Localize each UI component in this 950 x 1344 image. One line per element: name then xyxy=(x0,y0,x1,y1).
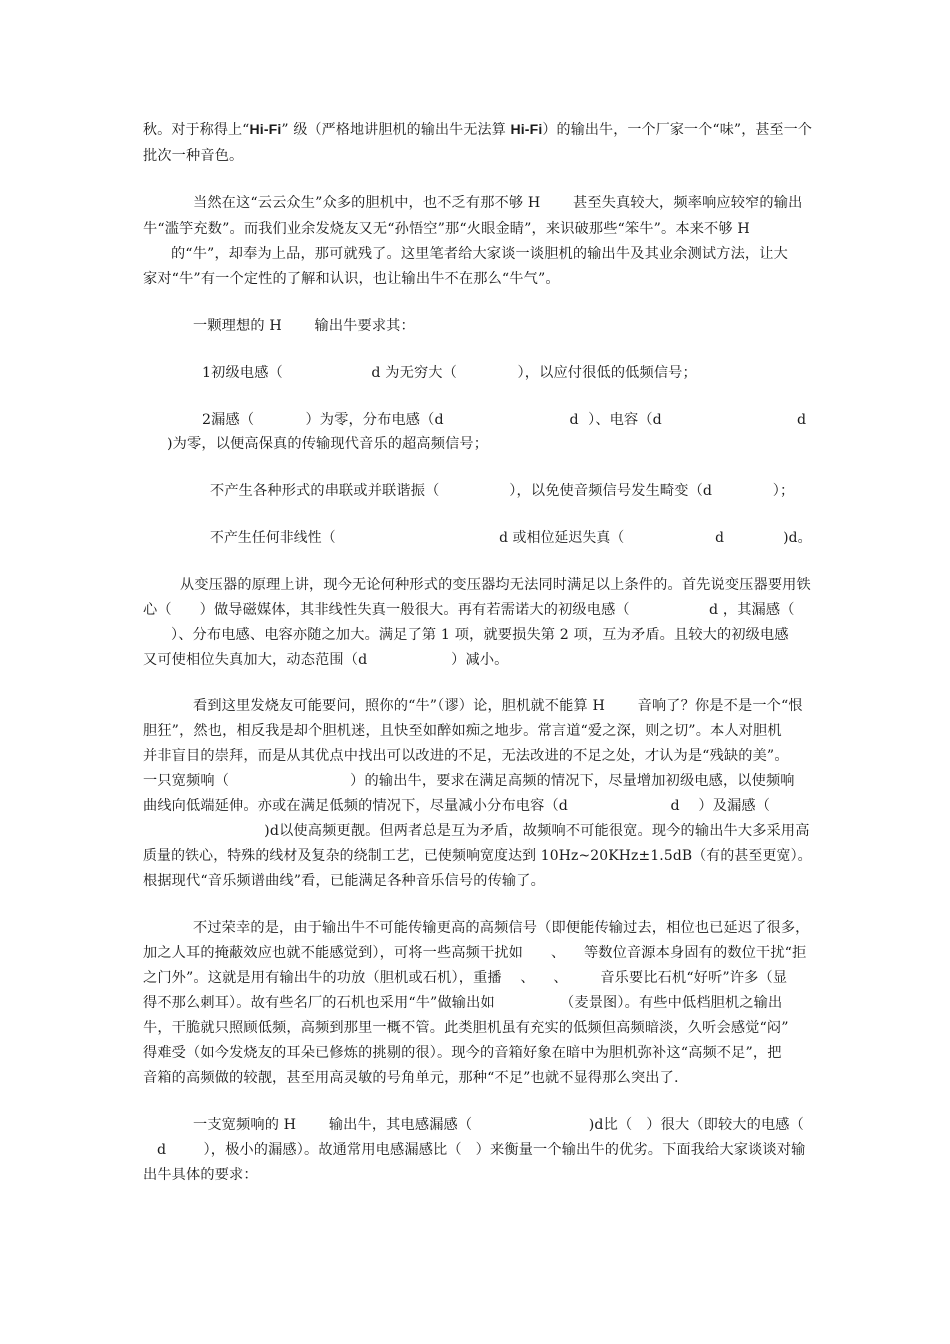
text-line: 批次一种音色。 xyxy=(143,148,244,164)
text-line: 从变压器的原理上讲，现今无论何种形式的变压器均无法同时满足以上条件的。首先说变压器要用铁 xyxy=(180,577,811,593)
text-line: 看到这里发烧友可能要问，照你的“牛”（谬）论，胆机就不能算 H 音响了？你是不是一个“恨 xyxy=(193,698,803,714)
text-line: 之门外”。这就是用有输出牛的功放（胆机或石机），重播 、 、 音乐要比石机“好听”许多（显 xyxy=(143,970,788,986)
text-line: 秋。对于称得上“Hi-Fi” 级（严格地讲胆机的输出牛无法算 Hi-Fi）的输出牛，一个厂家一个“味”，甚至一个 xyxy=(143,122,813,138)
text-line: 曲线向低端延伸。亦或在满足低频的情况下，尽量减小分布电容（d d ）及漏感（ xyxy=(143,798,771,814)
text-line: 2漏感（ ）为零，分布电感（d d ）、电容（d d xyxy=(202,412,807,428)
text-line: 一只宽频响（ ）的输出牛，要求在满足高频的情况下，尽量增加初级电感，以使频响 xyxy=(143,773,795,789)
text-line: 出牛具体的要求： xyxy=(143,1167,258,1183)
text-line: 的“牛”，却奉为上品，那可就残了。这里笔者给大家谈一谈胆机的输出牛及其业余测试方法，让大 xyxy=(143,246,788,262)
text-line: 家对“牛”有一个定性的了解和认识，也让输出牛不在那么“牛气”。 xyxy=(143,271,560,287)
text-line: 不产生任何非线性（ d 或相位延迟失真（ d )d。 xyxy=(210,530,812,546)
text-line: 牛，干脆就只照顾低频，高频到那里一概不管。此类胆机虽有充实的低频但高频暗淡，久听会感觉“闷” xyxy=(143,1020,789,1036)
text-line: ）、分布电感、电容亦随之加大。满足了第 1 项，就要损失第 2 项，互为矛盾。且较大的初级电感 xyxy=(143,627,789,643)
text-line: 胆狂”，然也，相反我是却个胆机迷，且快至如醉如痴之地步。常言道“爱之深，则之切”。本人对胆机 xyxy=(143,723,782,739)
text-line: 又可使相位失真加大，动态范围（d ）减小。 xyxy=(143,652,509,668)
text-line: 音箱的高频做的较靓，甚至用高灵敏的号角单元，那种“不足”也就不显得那么突出了. xyxy=(143,1070,679,1086)
text-line: )为零，以便高保真的传输现代音乐的超高频信号； xyxy=(167,436,489,452)
text-line: 心（ ）做导磁媒体，其非线性失真一般很大。再有若需诺大的初级电感（ d ，其漏感（ xyxy=(143,602,795,618)
text-line: 一颗理想的 H 输出牛要求其： xyxy=(193,318,415,334)
text-line: 得不那么刺耳）。故有些名厂的石机也采用“牛”做输出如 （麦景图）。有些中低档胆机之输出 xyxy=(143,995,783,1011)
text-line: 牛“滥竽充数”。而我们业余发烧友又无“孙悟空”那“火眼金睛”，来识破那些“笨牛”。本来不够 H xyxy=(143,221,750,237)
text-line: )d以使高频更靓。但两者总是互为矛盾，故频响不可能很宽。现今的输出牛大多采用高 xyxy=(143,823,810,839)
text-line: d ），极小的漏感）。故通常用电感漏感比（ ）来衡量一个输出牛的优劣。下面我给大家谈谈对输 xyxy=(143,1142,806,1158)
text-line: 并非盲目的崇拜，而是从其优点中找出可以改进的不足，无法改进的不足之处，才认为是“残缺的美”。 xyxy=(143,748,789,764)
text-line: 一支宽频响的 H 输出牛，其电感漏感（ )d比（ ）很大（即较大的电感（ xyxy=(193,1117,804,1133)
text-line: 不产生各种形式的串联或并联谐振（ ），以免使音频信号发生畸变（d ）； xyxy=(210,483,795,499)
text-line: 不过荣幸的是，由于输出牛不可能传输更高的高频信号（即便能传输过去，相位也已延迟了很多， xyxy=(193,920,810,936)
text-line: 质量的铁心，特殊的线材及复杂的绕制工艺，已使频响宽度达到 10Hz~20KHz±1.5dB（有的甚至更宽）。 xyxy=(143,848,812,864)
text-line: 1初级电感（ d 为无穷大（ ），以应付很低的低频信号； xyxy=(202,365,697,381)
text-line: 得难受（如今发烧友的耳朵已修炼的挑剔的很）。现今的音箱好象在暗中为胆机弥补这“高频不足”，把 xyxy=(143,1045,782,1061)
text-line: 根据现代“音乐频谱曲线”看，已能满足各种音乐信号的传输了。 xyxy=(143,873,545,889)
text-line: 当然在这“云云众生”众多的胆机中，也不乏有那不够 H 甚至失真较大，频率响应较窄的输出 xyxy=(193,195,803,211)
text-line: 加之人耳的掩蔽效应也就不能感觉到），可将一些高频干扰如 、 等数位音源本身固有的数位干扰“拒 xyxy=(143,945,807,961)
